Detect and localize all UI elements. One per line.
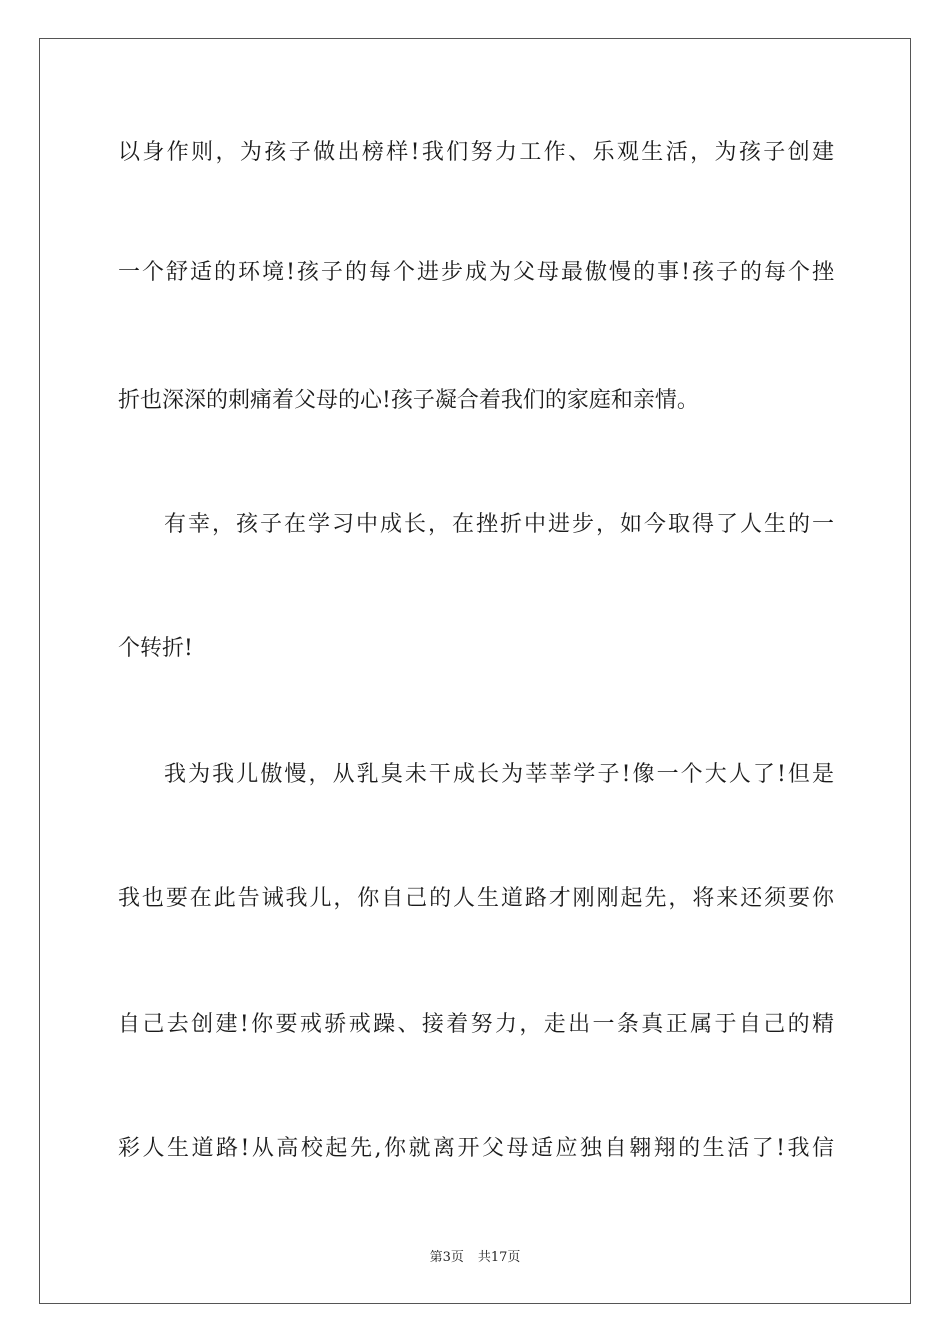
text-line: 折也深深的刺痛着父母的心!孩子凝合着我们的家庭和亲情。 — [118, 388, 699, 413]
page-footer — [0, 1246, 950, 1265]
text-line: 彩人生道路!从高校起先,你就离开父母适应独自翱翔的生活了!我信 — [118, 1136, 834, 1161]
paragraph-start-line: 有幸，孩子在学习中成长，在挫折中进步，如今取得了人生的一 — [164, 512, 834, 537]
text-line: 个转折! — [118, 636, 193, 661]
text-line: 自己去创建!你要戒骄戒躁、接着努力，走出一条真正属于自己的精 — [118, 1012, 834, 1037]
total-pages: 共17页 — [477, 1250, 521, 1265]
page-number: 第3页 — [429, 1250, 464, 1265]
text-line: 以身作则，为孩子做出榜样!我们努力工作、乐观生活，为孩子创建 — [118, 140, 834, 165]
text-line: 一个舒适的环境!孩子的每个进步成为父母最傲慢的事!孩子的每个挫 — [118, 260, 834, 285]
text-line: 我也要在此告诫我儿，你自己的人生道路才刚刚起先，将来还须要你 — [118, 886, 834, 911]
paragraph-start-line: 我为我儿傲慢，从乳臭未干成长为莘莘学子!像一个大人了!但是 — [164, 762, 834, 787]
page-border — [39, 38, 911, 1304]
